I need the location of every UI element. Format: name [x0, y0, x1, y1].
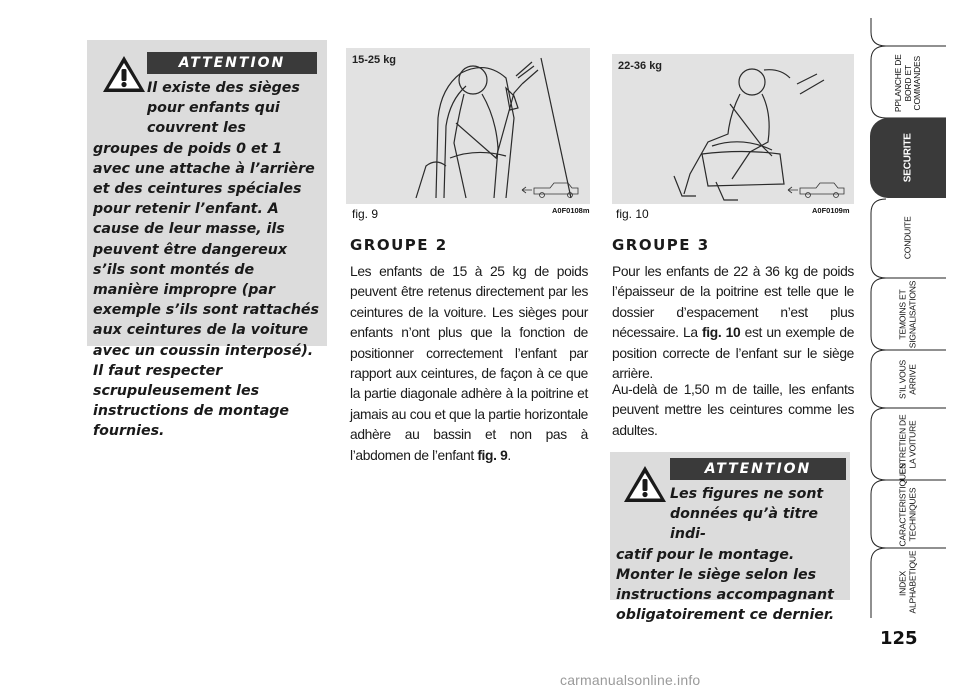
figure-10-code: A0F0109m: [812, 206, 850, 215]
tab-entretien[interactable]: [870, 410, 946, 478]
page-number: 125: [880, 628, 918, 649]
heading-groupe-3: GROUPE 3: [612, 236, 710, 254]
child-booster-seat-illustration: [346, 48, 590, 204]
paragraph-groupe-3-1: [612, 262, 854, 384]
figure-10-group3-seat: [612, 54, 854, 204]
figure-9-code: A0F0108m: [552, 206, 590, 215]
fig-10-reference: fig. 10: [702, 325, 741, 341]
tab-temoins[interactable]: [870, 280, 946, 348]
figure-10-label: fig. 10: [616, 207, 649, 221]
tab-sil-vous-arrive[interactable]: [870, 352, 946, 406]
child-seat-adult-belt-illustration: [612, 54, 854, 204]
watermark: carmanualsonline.info: [560, 672, 701, 688]
paragraph-groupe-3-2: Au-delà de 1,50 m de taille, les enfants peuvent mettre les ceintures comme les adultes.: [612, 382, 854, 438]
tab-conduite[interactable]: [870, 200, 946, 276]
tab-securite[interactable]: [870, 118, 946, 198]
tab-label: CONDUITE: [902, 216, 913, 260]
paragraph-groupe-3-start: Pour les enfants de 22 à 36 kg de poids l’épaisseur de la poitrine est telle que le dossier d’espacement n’est plus nécessaire. La: [612, 264, 854, 341]
attention-box-child-seat-groups: [87, 40, 327, 440]
paragraph-end: .: [507, 447, 511, 463]
paragraph-groupe-2-text: Les enfants de 15 à 25 kg de poids peuvent être retenus directement par les ceintures de la voiture. Les sièges pour enfants n’ont plus que la fonction de positionner correctement l’enfant par rapport aux ceintures, de façon à ce que la partie diagonale adhère à la poitrine et jamais au cou et que la partie horizontale adhère au bassin et non pas à l’abdomen de l’enfant: [350, 264, 588, 463]
tab-planche-de-bord[interactable]: [870, 48, 946, 118]
attention-text-rest: catif pour le montage. Monter le siège selon les instructions accompagnant obligatoirement ce dernier.: [616, 546, 835, 624]
tab-label: ENTRETIEN DE LA VOITURE: [897, 414, 917, 474]
tab-caracteristiques[interactable]: [870, 462, 946, 546]
figure-weight-label: 15-25 kg: [352, 54, 397, 66]
attention-box-figures-indicative: [610, 452, 850, 624]
figure-9-group2-seat: [346, 48, 590, 204]
attention-text: [93, 78, 323, 442]
tab-label: INDEX ALPHABETIQUE: [897, 550, 917, 613]
fig-9-reference: fig. 9: [477, 447, 508, 463]
tab-index[interactable]: [870, 550, 946, 616]
heading-groupe-2: GROUPE 2: [350, 236, 448, 254]
tab-label: PPLANCHE DE BORD ET COMMANDES: [892, 54, 922, 112]
figure-weight-label: 22-36 kg: [618, 60, 663, 72]
tab-label: S’IL VOUS ARRIVE: [897, 359, 917, 399]
figure-9-label: fig. 9: [352, 207, 379, 221]
tab-label: CARACTERISTIQUES TECHNIQUES: [897, 462, 917, 546]
attention-text-rest: groupes de poids 0 et 1 avec une attache à l’arrière et des ceintures spéciales pour retenir l’enfant. A cause de leur masse, ils peuvent être dangereux s’ils sont montés de manière impropre (par exemple s’ils sont rattachés aux ceintures de la voiture avec un coussin interposé). Il faut respecter scrupuleusement les instructions de montage fournies.: [93, 140, 320, 440]
tab-label: TEMOINS ET SIGNALISATIONS: [897, 280, 917, 348]
attention-text-lead: Il existe des sièges pour enfants qui couvrent les: [147, 80, 300, 137]
paragraph-groupe-3-end: est un exemple de position correcte de l’enfant sur le siège arrière.: [612, 325, 855, 382]
attention-text-lead: Les figures ne sont données qu’à titre indi-: [670, 486, 824, 543]
attention-banner: ATTENTION: [147, 52, 317, 74]
attention-text: [616, 484, 846, 625]
paragraph-groupe-2: [350, 262, 588, 466]
tab-label: SECURITE: [902, 133, 914, 183]
attention-banner: ATTENTION: [670, 458, 846, 480]
section-tabs: [870, 18, 960, 618]
